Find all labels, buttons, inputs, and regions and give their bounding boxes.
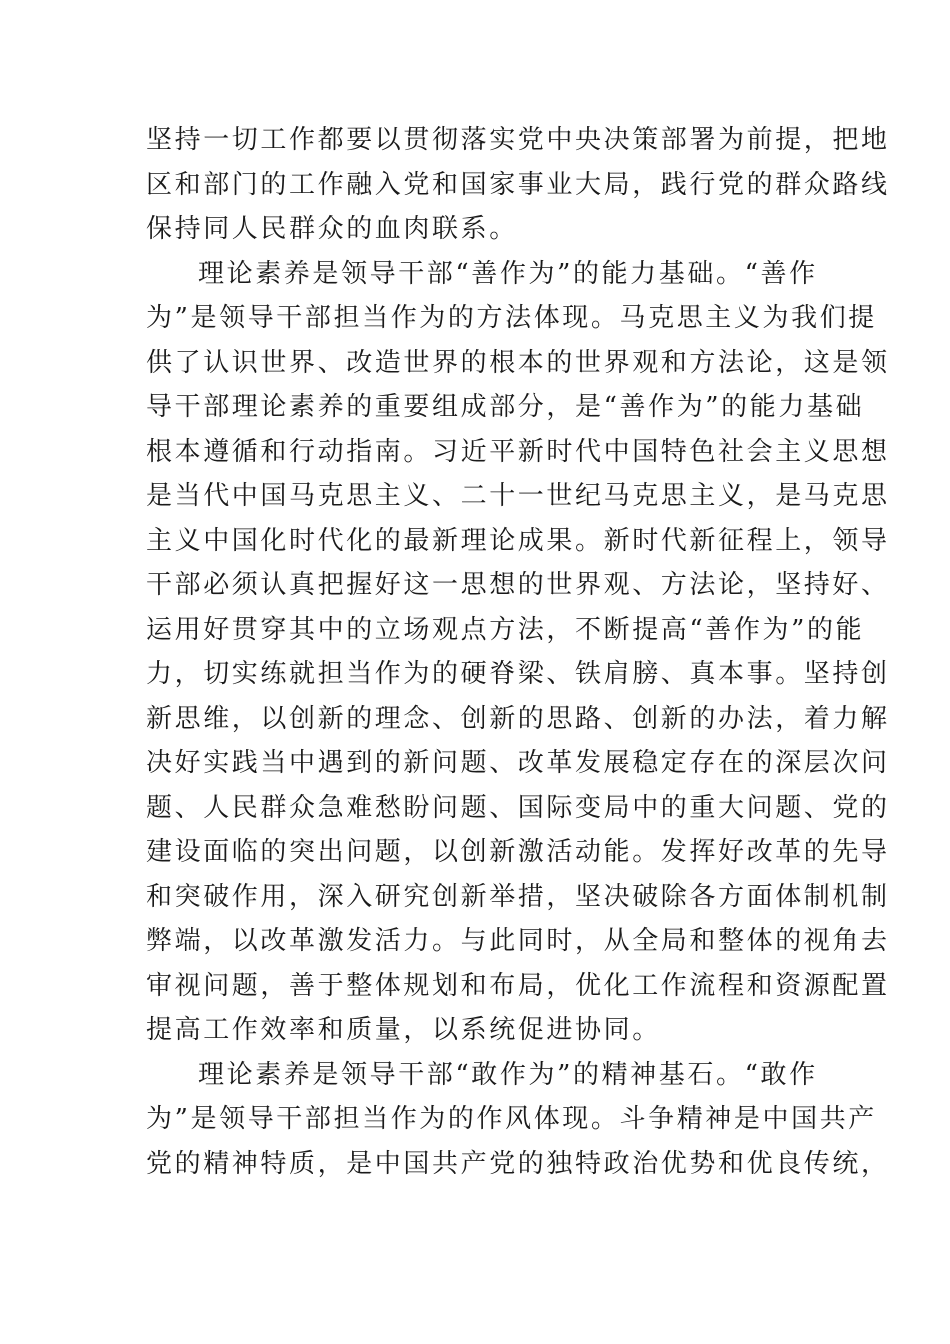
- paragraph-line: 干部必须认真把握好这一思想的世界观、方法论，坚持好、: [146, 570, 890, 600]
- paragraph-line: 提高工作效率和质量，以系统促进协同。: [146, 1015, 661, 1045]
- paragraph-line: 弊端，以改革激发活力。与此同时，从全局和整体的视角去: [146, 926, 890, 956]
- paragraph-1: [146, 118, 890, 252]
- paragraph-line: 保持同人民群众的血肉联系。: [146, 214, 518, 244]
- paragraph-line: 坚持一切工作都要以贯彻落实党中央决策部署为前提，把地: [146, 125, 890, 155]
- paragraph-line: 决好实践当中遇到的新问题、改革发展稳定存在的深层次问: [146, 748, 890, 778]
- paragraph-line: 为”是领导干部担当作为的作风体现。斗争精神是中国共产: [146, 1104, 877, 1134]
- paragraph-line: 区和部门的工作融入党和国家事业大局，践行党的群众路线: [146, 169, 890, 200]
- paragraph-line: 题、人民群众急难愁盼问题、国际变局中的重大问题、党的: [146, 792, 890, 823]
- paragraph-line: 根本遵循和行动指南。习近平新时代中国特色社会主义思想: [146, 436, 890, 467]
- paragraph-line: 新思维，以创新的理念、创新的思路、创新的办法，着力解: [146, 703, 890, 734]
- paragraph-line: 是当代中国马克思主义、二十一世纪马克思主义，是马克思: [146, 481, 890, 511]
- paragraph-line: 为”是领导干部担当作为的方法体现。马克思主义为我们提: [146, 303, 877, 333]
- document-body: [146, 118, 890, 1186]
- paragraph-line: 导干部理论素养的重要组成部分，是“善作为”的能力基础: [146, 392, 865, 422]
- paragraph-line: 建设面临的突出问题，以创新激活动能。发挥好改革的先导: [146, 837, 890, 867]
- paragraph-line: 供了认识世界、改造世界的根本的世界观和方法论，这是领: [146, 347, 890, 378]
- paragraph-line: 理论素养是领导干部“敢作为”的精神基石。“敢作: [198, 1059, 818, 1090]
- paragraph-line: 理论素养是领导干部“善作为”的能力基础。“善作: [198, 258, 818, 289]
- paragraph-line: 审视问题，善于整体规划和布局，优化工作流程和资源配置: [146, 970, 890, 1001]
- paragraph-3: [146, 1053, 890, 1187]
- paragraph-line: 和突破作用，深入研究创新举措，坚决破除各方面体制机制: [146, 881, 890, 912]
- paragraph-line: 主义中国化时代化的最新理论成果。新时代新征程上，领导: [146, 525, 890, 556]
- paragraph-line: 党的精神特质，是中国共产党的独特政治优势和优良传统，: [146, 1148, 890, 1179]
- paragraph-line: 力，切实练就担当作为的硬脊梁、铁肩膀、真本事。坚持创: [146, 659, 890, 689]
- paragraph-line: 运用好贯穿其中的立场观点方法，不断提高“善作为”的能: [146, 614, 865, 645]
- paragraph-2: [146, 252, 890, 1053]
